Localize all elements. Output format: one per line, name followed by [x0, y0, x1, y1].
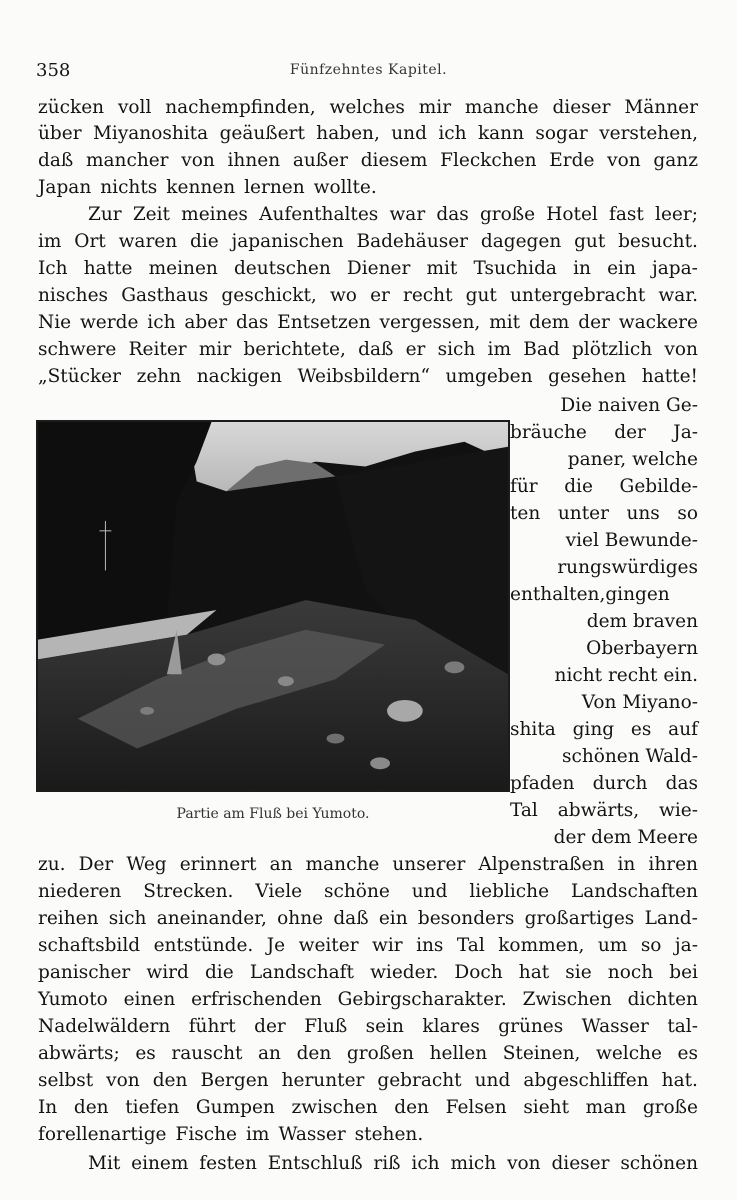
text-line: niederen Strecken. Viele schöne und liebliche Landschaften: [38, 881, 698, 902]
text-line: Von Miyano-: [581, 692, 698, 713]
text-line: Oberbayern: [586, 638, 698, 659]
photo-image: [38, 422, 508, 790]
text-line: ten unter uns so: [510, 503, 698, 524]
text-line: paner, welche: [567, 449, 698, 470]
running-head: Fünfzehntes Kapitel.: [289, 62, 448, 78]
text-line: pfaden durch das: [510, 773, 698, 794]
text-line: nisches Gasthaus geschickt, wo er recht gut untergebracht war.: [38, 285, 698, 306]
text-line: zücken voll nachempfinden, welches mir manche dieser Männer: [38, 97, 698, 118]
text-line: selbst von den Bergen herunter gebracht und abgeschliffen hat.: [38, 1070, 698, 1091]
text-line: daß mancher von ihnen außer diesem Fleckchen Erde von ganz: [38, 150, 698, 171]
text-line: bräuche der Ja-: [510, 422, 698, 443]
text-line: dem braven: [586, 611, 698, 632]
text-line: Mit einem festen Entschluß riß ich mich von dieser schönen: [88, 1153, 698, 1174]
text-line: im Ort waren die japanischen Badehäuser dagegen gut besucht.: [38, 231, 698, 252]
page-header: [0, 60, 737, 84]
text-line: schwere Reiter mir berichtete, daß er sich im Bad plötzlich von: [38, 339, 698, 360]
text-line: Zur Zeit meines Aufenthaltes war das große Hotel fast leer;: [88, 204, 698, 225]
text-line: schönen Wald-: [561, 746, 698, 767]
text-line: enthalten,gingen: [510, 584, 670, 605]
text-line: shita ging es auf: [510, 719, 698, 740]
text-line: Tal abwärts, wie-: [510, 800, 698, 821]
text-line: forellenartige Fische im Wasser stehen.: [38, 1124, 424, 1145]
text-line: panischer wird die Landschaft wieder. Doch hat sie noch bei: [38, 962, 698, 983]
text-line: Nadelwäldern führt der Fluß sein klares grünes Wasser tal-: [38, 1016, 698, 1037]
text-line: Nie werde ich aber das Entsetzen vergessen, mit dem der wackere: [38, 312, 698, 333]
text-line: viel Bewunde-: [565, 530, 698, 551]
photo-river-yumoto: [36, 420, 510, 792]
text-line: zu. Der Weg erinnert an manche unserer Alpenstraßen in ihren: [38, 854, 698, 875]
text-line: der dem Meere: [553, 827, 698, 848]
page-number: 358: [36, 60, 71, 81]
text-line: Ich hatte meinen deutschen Diener mit Tsuchida in ein japa-: [38, 258, 698, 279]
text-line: „Stücker zehn nackigen Weibsbildern“ umgeben gesehen hatte!: [38, 366, 698, 387]
text-line: Japan nichts kennen lernen wollte.: [38, 177, 377, 198]
text-line: über Miyanoshita geäußert haben, und ich kann sogar verstehen,: [38, 123, 698, 144]
text-line: nicht recht ein.: [554, 665, 698, 686]
text-line: rungswürdiges: [557, 557, 698, 578]
figure-caption: Partie am Fluß bei Yumoto.: [176, 806, 370, 822]
text-line: für die Gebilde-: [510, 476, 698, 497]
text-line: Yumoto einen erfrischenden Gebirgscharakter. Zwischen dichten: [38, 989, 698, 1010]
text-line: schaftsbild entstünde. Je weiter wir ins Tal kommen, um so ja-: [38, 935, 698, 956]
text-line: In den tiefen Gumpen zwischen den Felsen sieht man große: [38, 1097, 698, 1118]
text-line: abwärts; es rauscht an den großen hellen Steinen, welche es: [38, 1043, 698, 1064]
text-line: Die naiven Ge-: [560, 395, 698, 416]
text-line: reihen sich aneinander, ohne daß ein besonders großartiges Land-: [38, 908, 698, 929]
